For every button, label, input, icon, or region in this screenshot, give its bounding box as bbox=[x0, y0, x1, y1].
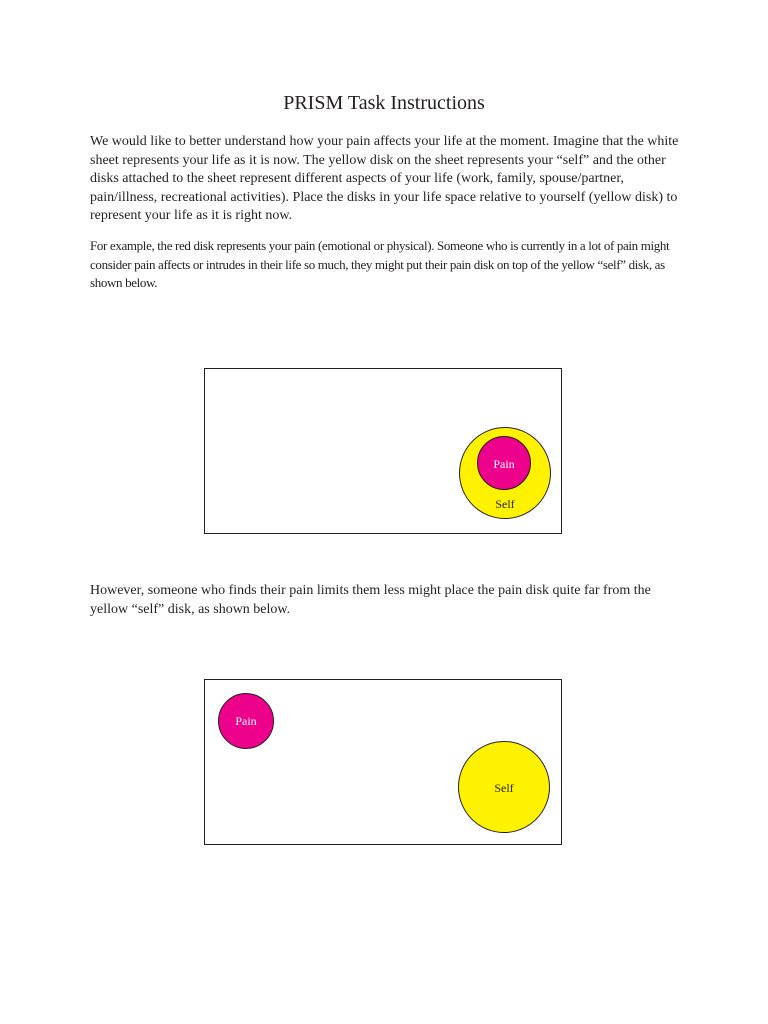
pain-disk-label: Pain bbox=[235, 714, 257, 728]
pain-disk bbox=[477, 436, 531, 490]
intro-paragraph: We would like to better understand how your pain affects your life at the moment. Imagine that the white sheet represents your life as it is now. The yellow disk on the sheet represents your “self” and the other disks attached to the sheet represent different aspects of your life (work, family, spouse/partner, pain/illness, recreational activities). Place the disks in your life space relative to yourself (yellow disk) to represent your life as it is right now. bbox=[90, 134, 679, 223]
pain-disk-label: Pain bbox=[493, 457, 515, 471]
life-space-sheet-example-1 bbox=[204, 368, 562, 534]
example-paragraph: For example, the red disk represents your pain (emotional or physical). Someone who is currently in a lot of pain might consider pain affects or intrudes in their life so much, they might put their pain disk on top of the yellow “self” disk, as shown below. bbox=[90, 238, 670, 290]
self-disk-label: Self bbox=[494, 781, 514, 795]
self-disk-label: Self bbox=[495, 497, 515, 511]
contrast-paragraph: However, someone who finds their pain limits them less might place the pain disk quite far from the yellow “self” disk, as shown below. bbox=[90, 583, 651, 617]
pain-disk bbox=[218, 693, 274, 749]
page-title: PRISM Task Instructions bbox=[283, 92, 485, 114]
self-disk bbox=[458, 741, 550, 833]
life-space-sheet-example-2 bbox=[204, 679, 562, 845]
